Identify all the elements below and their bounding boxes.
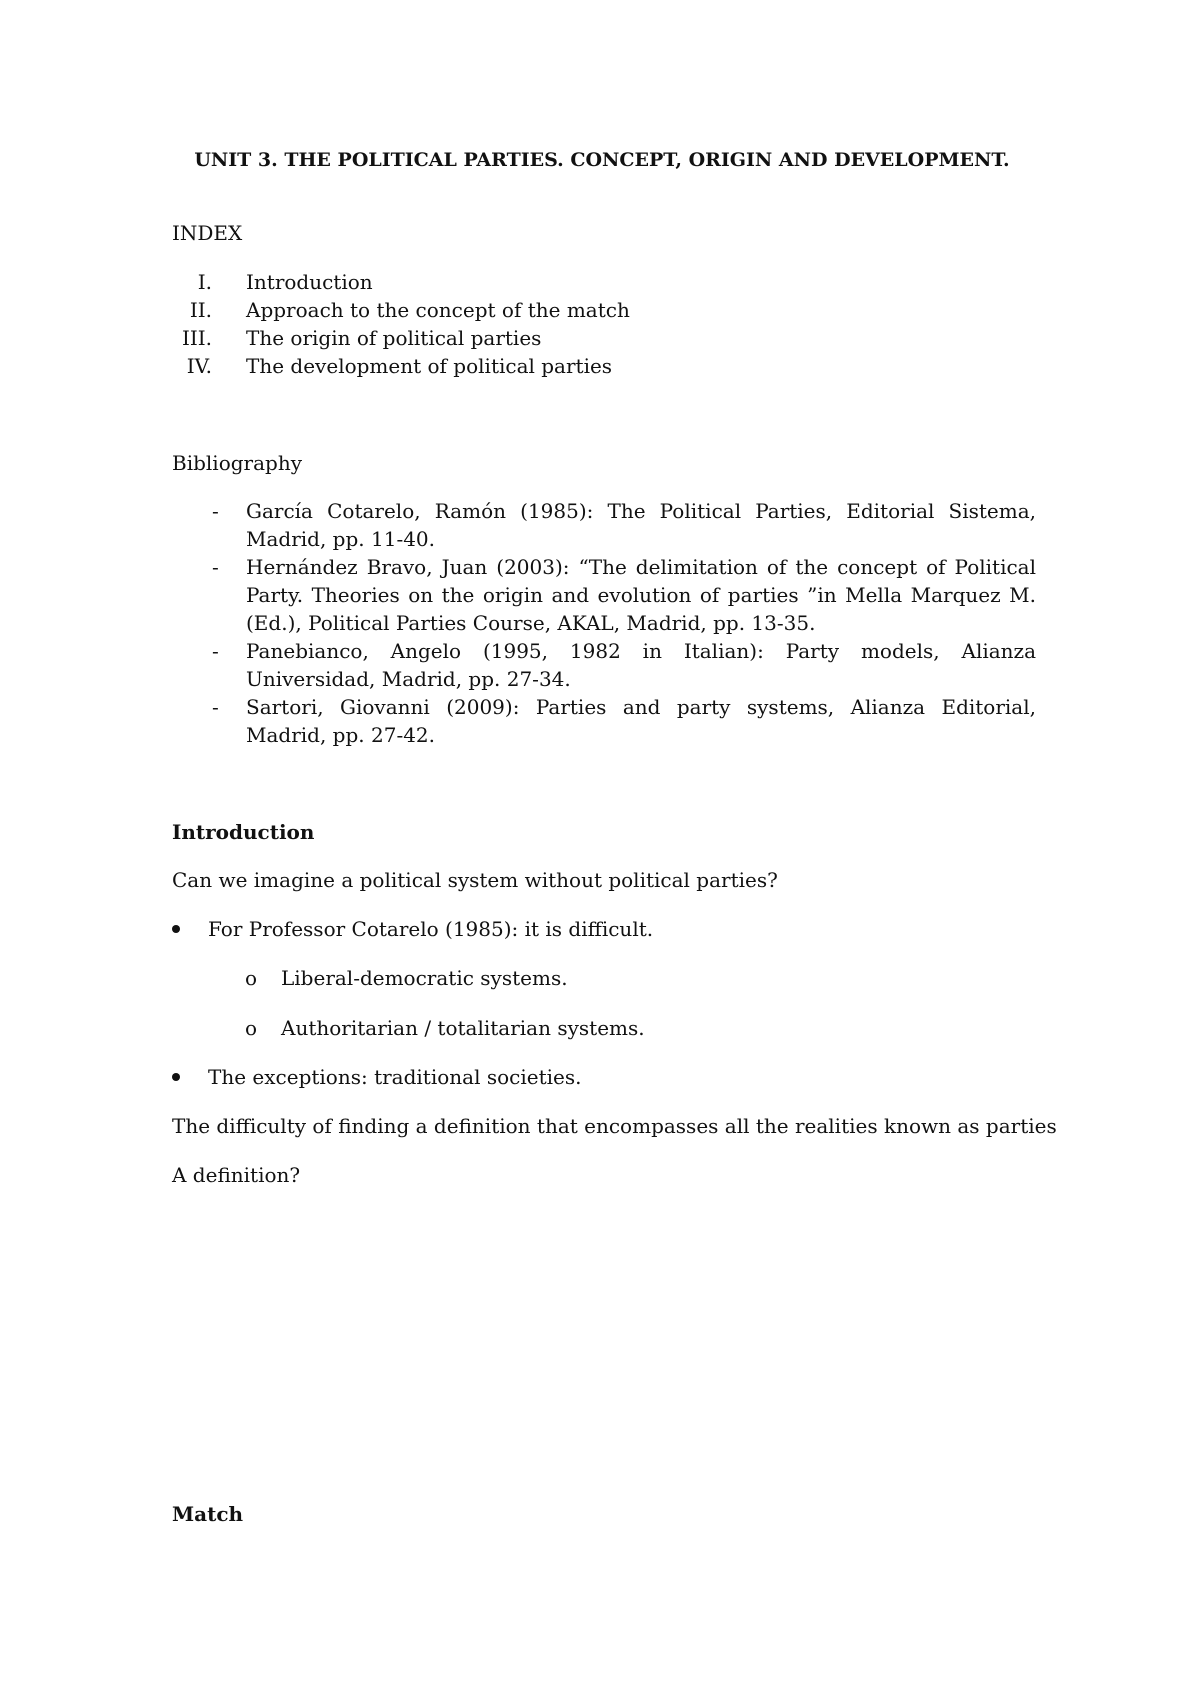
bullet-text: The exceptions: traditional societies.	[208, 1065, 582, 1089]
index-item-text: The origin of political parties	[246, 326, 542, 350]
index-item-text: Introduction	[246, 270, 373, 294]
bibliography-text: García Cotarelo, Ramón (1985): The Political Parties, Editorial Sistema, Madrid, pp. 11-40.	[246, 499, 1036, 551]
bibliography-item	[172, 693, 1036, 749]
sub-bullet-text: Liberal-democratic systems.	[281, 966, 568, 990]
index-item	[172, 268, 972, 296]
introduction-paragraph: A definition?	[172, 1163, 301, 1187]
bibliography-item	[172, 553, 1036, 637]
introduction-paragraph: The difficulty of finding a definition that encompasses all the realities known as parties	[172, 1114, 1057, 1138]
index-item-text: Approach to the concept of the match	[246, 298, 630, 322]
bibliography-marker: -	[212, 695, 219, 719]
bibliography-marker: -	[212, 499, 219, 523]
sub-bullet-marker: o	[245, 1016, 258, 1040]
bibliography-marker: -	[212, 639, 219, 663]
bibliography-text: Sartori, Giovanni (2009): Parties and party systems, Alianza Editorial, Madrid, pp. 27-42.	[246, 695, 1036, 747]
bibliography-list	[172, 497, 1036, 749]
bullet-icon	[172, 925, 180, 933]
bibliography-text: Hernández Bravo, Juan (2003): “The delimitation of the concept of Political Party. Theories on the origin and evolution of parties ”in Mella Marquez M. (Ed.), Political Parties Course, AKAL, Madrid, pp. 13-35.	[246, 555, 1036, 635]
introduction-question: Can we imagine a political system without political parties?	[172, 868, 778, 892]
index-list	[172, 268, 972, 380]
document-title: UNIT 3. THE POLITICAL PARTIES. CONCEPT, ORIGIN AND DEVELOPMENT.	[194, 149, 1010, 171]
sub-bullet-text: Authoritarian / totalitarian systems.	[281, 1016, 645, 1040]
index-item	[172, 324, 972, 352]
match-heading: Match	[172, 1502, 244, 1526]
index-item	[172, 296, 972, 324]
index-item	[172, 352, 972, 380]
index-label: INDEX	[172, 221, 243, 245]
bullet-icon	[172, 1073, 180, 1081]
index-item-number: II.	[189, 298, 212, 322]
sub-bullet-marker: o	[245, 966, 258, 990]
introduction-heading: Introduction	[172, 820, 315, 844]
bibliography-text: Panebianco, Angelo (1995, 1982 in Italian): Party models, Alianza Universidad, Madrid, pp. 27-34.	[246, 639, 1036, 691]
index-item-number: IV.	[186, 354, 212, 378]
bibliography-item	[172, 637, 1036, 693]
bullet-text: For Professor Cotarelo (1985): it is difficult.	[208, 917, 654, 941]
index-item-number: I.	[197, 270, 212, 294]
bibliography-marker: -	[212, 555, 219, 579]
index-item-text: The development of political parties	[246, 354, 613, 378]
index-item-number: III.	[181, 326, 212, 350]
bibliography-label: Bibliography	[172, 451, 302, 475]
bibliography-item	[172, 497, 1036, 553]
